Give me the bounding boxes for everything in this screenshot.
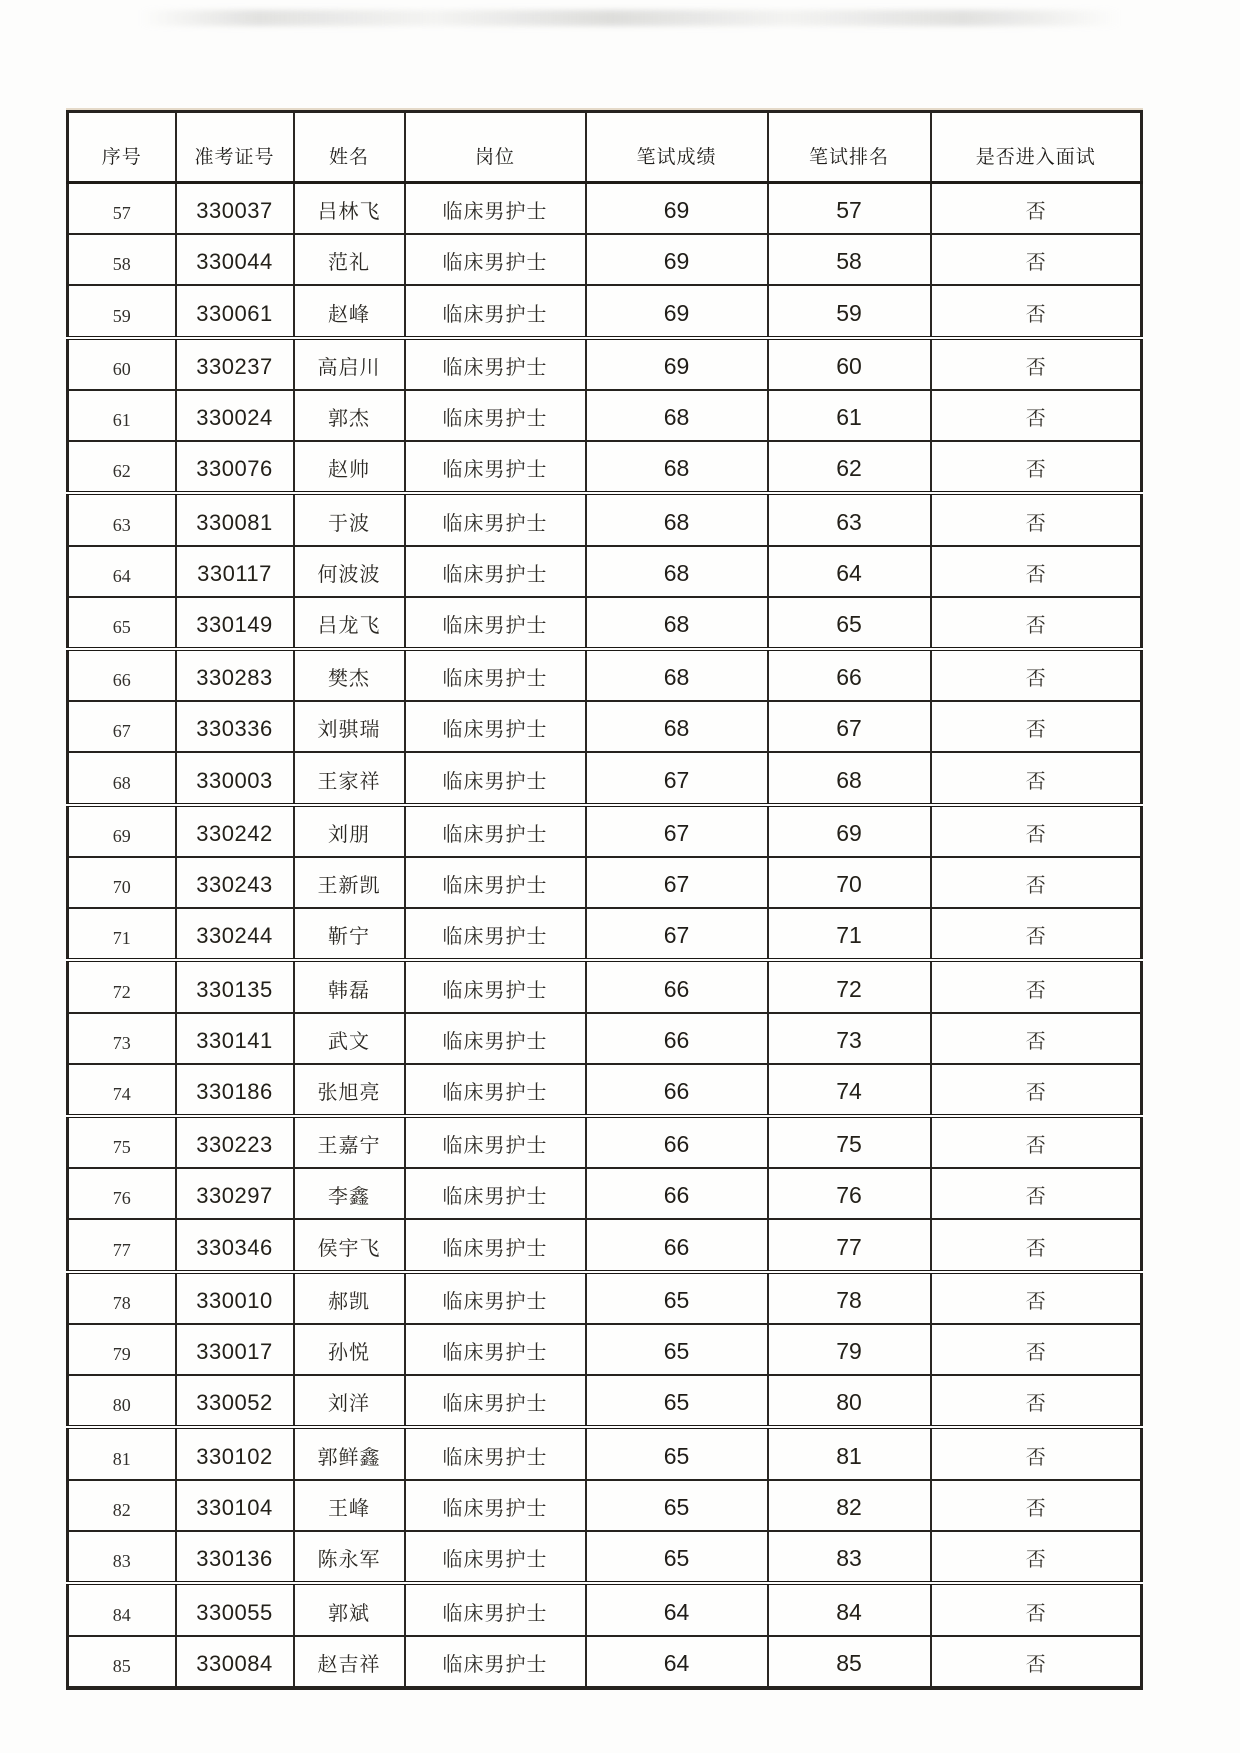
cell-serial: 68 xyxy=(68,752,176,804)
cell-written-score: 66 xyxy=(586,1064,768,1116)
cell-exam-number: 330024 xyxy=(176,390,294,441)
cell-position: 临床男护士 xyxy=(405,1531,586,1583)
cell-written-rank: 60 xyxy=(768,338,931,390)
cell-interview-status: 否 xyxy=(931,285,1142,337)
cell-written-rank: 69 xyxy=(768,805,931,857)
cell-position: 临床男护士 xyxy=(405,908,586,960)
cell-name: 高启川 xyxy=(294,338,405,390)
cell-interview-status: 否 xyxy=(931,1583,1142,1635)
cell-interview-status: 否 xyxy=(931,1013,1142,1064)
cell-position: 临床男护士 xyxy=(405,701,586,752)
cell-written-rank: 62 xyxy=(768,441,931,493)
cell-serial: 76 xyxy=(68,1168,176,1219)
cell-interview-status: 否 xyxy=(931,1636,1142,1688)
cell-written-score: 68 xyxy=(586,441,768,493)
table-row xyxy=(68,441,1142,493)
cell-exam-number: 330346 xyxy=(176,1219,294,1271)
cell-interview-status: 否 xyxy=(931,183,1142,235)
cell-serial: 57 xyxy=(68,183,176,235)
cell-written-rank: 70 xyxy=(768,857,931,908)
cell-exam-number: 330136 xyxy=(176,1531,294,1583)
table-row xyxy=(68,1583,1142,1635)
cell-interview-status: 否 xyxy=(931,908,1142,960)
cell-interview-status: 否 xyxy=(931,1375,1142,1427)
table-row xyxy=(68,597,1142,649)
cell-serial: 81 xyxy=(68,1427,176,1479)
cell-position: 临床男护士 xyxy=(405,857,586,908)
scan-artifact-band xyxy=(140,10,1120,26)
cell-serial: 58 xyxy=(68,234,176,285)
cell-exam-number: 330336 xyxy=(176,701,294,752)
cell-name: 刘骐瑞 xyxy=(294,701,405,752)
cell-position: 临床男护士 xyxy=(405,1272,586,1324)
table-row xyxy=(68,1324,1142,1375)
cell-position: 临床男护士 xyxy=(405,390,586,441)
cell-name: 郭杰 xyxy=(294,390,405,441)
table-row xyxy=(68,1375,1142,1427)
cell-written-score: 68 xyxy=(586,597,768,649)
cell-written-rank: 80 xyxy=(768,1375,931,1427)
table-row xyxy=(68,701,1142,752)
cell-position: 临床男护士 xyxy=(405,1168,586,1219)
cell-position: 临床男护士 xyxy=(405,805,586,857)
cell-position: 临床男护士 xyxy=(405,546,586,597)
cell-name: 王家祥 xyxy=(294,752,405,804)
cell-exam-number: 330017 xyxy=(176,1324,294,1375)
cell-serial: 69 xyxy=(68,805,176,857)
cell-position: 临床男护士 xyxy=(405,1013,586,1064)
cell-serial: 64 xyxy=(68,546,176,597)
cell-written-rank: 64 xyxy=(768,546,931,597)
cell-written-score: 69 xyxy=(586,234,768,285)
cell-interview-status: 否 xyxy=(931,1272,1142,1324)
cell-written-rank: 84 xyxy=(768,1583,931,1635)
cell-serial: 62 xyxy=(68,441,176,493)
cell-serial: 83 xyxy=(68,1531,176,1583)
cell-interview-status: 否 xyxy=(931,1168,1142,1219)
cell-name: 靳宁 xyxy=(294,908,405,960)
cell-name: 赵峰 xyxy=(294,285,405,337)
cell-position: 临床男护士 xyxy=(405,493,586,545)
cell-interview-status: 否 xyxy=(931,546,1142,597)
column-header-position: 岗位 xyxy=(405,112,586,183)
table-row xyxy=(68,1168,1142,1219)
cell-interview-status: 否 xyxy=(931,338,1142,390)
table-row xyxy=(68,960,1142,1012)
cell-position: 临床男护士 xyxy=(405,234,586,285)
table-header xyxy=(68,112,1142,183)
cell-written-score: 69 xyxy=(586,285,768,337)
cell-serial: 63 xyxy=(68,493,176,545)
cell-name: 赵帅 xyxy=(294,441,405,493)
cell-name: 韩磊 xyxy=(294,960,405,1012)
cell-name: 樊杰 xyxy=(294,649,405,701)
table-row xyxy=(68,234,1142,285)
table-row xyxy=(68,1116,1142,1168)
cell-name: 李鑫 xyxy=(294,1168,405,1219)
table-row xyxy=(68,1427,1142,1479)
cell-exam-number: 330010 xyxy=(176,1272,294,1324)
table-row xyxy=(68,546,1142,597)
cell-exam-number: 330044 xyxy=(176,234,294,285)
cell-written-rank: 71 xyxy=(768,908,931,960)
cell-exam-number: 330003 xyxy=(176,752,294,804)
table-row xyxy=(68,1531,1142,1583)
cell-position: 临床男护士 xyxy=(405,1583,586,1635)
table-row xyxy=(68,338,1142,390)
cell-position: 临床男护士 xyxy=(405,1116,586,1168)
table-row xyxy=(68,493,1142,545)
cell-position: 临床男护士 xyxy=(405,1427,586,1479)
cell-position: 临床男护士 xyxy=(405,1480,586,1531)
cell-interview-status: 否 xyxy=(931,390,1142,441)
cell-name: 刘朋 xyxy=(294,805,405,857)
column-header-name: 姓名 xyxy=(294,112,405,183)
cell-position: 临床男护士 xyxy=(405,597,586,649)
cell-interview-status: 否 xyxy=(931,1219,1142,1271)
table-body xyxy=(68,183,1142,1689)
column-header-interview-status: 是否进入面试 xyxy=(931,112,1142,183)
cell-written-rank: 73 xyxy=(768,1013,931,1064)
cell-interview-status: 否 xyxy=(931,1427,1142,1479)
cell-name: 吕龙飞 xyxy=(294,597,405,649)
cell-name: 郭鲜鑫 xyxy=(294,1427,405,1479)
cell-name: 于波 xyxy=(294,493,405,545)
cell-written-rank: 74 xyxy=(768,1064,931,1116)
cell-written-score: 68 xyxy=(586,390,768,441)
cell-position: 临床男护士 xyxy=(405,1219,586,1271)
cell-written-rank: 63 xyxy=(768,493,931,545)
cell-serial: 67 xyxy=(68,701,176,752)
cell-written-score: 66 xyxy=(586,1168,768,1219)
cell-serial: 65 xyxy=(68,597,176,649)
cell-written-score: 65 xyxy=(586,1272,768,1324)
table-row xyxy=(68,1013,1142,1064)
cell-position: 临床男护士 xyxy=(405,1324,586,1375)
cell-interview-status: 否 xyxy=(931,1064,1142,1116)
cell-written-score: 65 xyxy=(586,1427,768,1479)
cell-interview-status: 否 xyxy=(931,1116,1142,1168)
cell-written-score: 65 xyxy=(586,1531,768,1583)
cell-written-rank: 65 xyxy=(768,597,931,649)
cell-exam-number: 330081 xyxy=(176,493,294,545)
cell-name: 范礼 xyxy=(294,234,405,285)
cell-interview-status: 否 xyxy=(931,441,1142,493)
cell-interview-status: 否 xyxy=(931,857,1142,908)
cell-written-rank: 61 xyxy=(768,390,931,441)
cell-interview-status: 否 xyxy=(931,1531,1142,1583)
cell-exam-number: 330283 xyxy=(176,649,294,701)
cell-written-score: 68 xyxy=(586,546,768,597)
cell-written-rank: 68 xyxy=(768,752,931,804)
cell-written-score: 65 xyxy=(586,1324,768,1375)
cell-exam-number: 330061 xyxy=(176,285,294,337)
table-row xyxy=(68,1219,1142,1271)
cell-written-rank: 78 xyxy=(768,1272,931,1324)
cell-name: 武文 xyxy=(294,1013,405,1064)
cell-exam-number: 330117 xyxy=(176,546,294,597)
exam-results-table xyxy=(66,110,1143,1690)
cell-written-score: 67 xyxy=(586,752,768,804)
cell-exam-number: 330242 xyxy=(176,805,294,857)
cell-name: 王新凯 xyxy=(294,857,405,908)
cell-written-rank: 76 xyxy=(768,1168,931,1219)
cell-exam-number: 330055 xyxy=(176,1583,294,1635)
cell-exam-number: 330084 xyxy=(176,1636,294,1688)
table-header-row xyxy=(68,112,1142,183)
cell-position: 临床男护士 xyxy=(405,441,586,493)
cell-exam-number: 330037 xyxy=(176,183,294,235)
cell-written-score: 68 xyxy=(586,649,768,701)
cell-exam-number: 330104 xyxy=(176,1480,294,1531)
table-row xyxy=(68,649,1142,701)
cell-written-rank: 66 xyxy=(768,649,931,701)
cell-position: 临床男护士 xyxy=(405,1064,586,1116)
cell-written-score: 66 xyxy=(586,1013,768,1064)
column-header-serial: 序号 xyxy=(68,112,176,183)
cell-exam-number: 330237 xyxy=(176,338,294,390)
cell-serial: 66 xyxy=(68,649,176,701)
cell-serial: 70 xyxy=(68,857,176,908)
cell-name: 吕林飞 xyxy=(294,183,405,235)
cell-name: 王峰 xyxy=(294,1480,405,1531)
cell-interview-status: 否 xyxy=(931,960,1142,1012)
cell-written-rank: 58 xyxy=(768,234,931,285)
cell-written-score: 67 xyxy=(586,857,768,908)
cell-written-rank: 57 xyxy=(768,183,931,235)
column-header-written-score: 笔试成绩 xyxy=(586,112,768,183)
cell-written-score: 68 xyxy=(586,701,768,752)
cell-exam-number: 330243 xyxy=(176,857,294,908)
cell-serial: 71 xyxy=(68,908,176,960)
cell-exam-number: 330297 xyxy=(176,1168,294,1219)
cell-written-score: 68 xyxy=(586,493,768,545)
cell-name: 刘洋 xyxy=(294,1375,405,1427)
cell-name: 陈永军 xyxy=(294,1531,405,1583)
table-row xyxy=(68,390,1142,441)
cell-written-rank: 85 xyxy=(768,1636,931,1688)
cell-serial: 75 xyxy=(68,1116,176,1168)
table-row xyxy=(68,1064,1142,1116)
cell-exam-number: 330186 xyxy=(176,1064,294,1116)
cell-interview-status: 否 xyxy=(931,493,1142,545)
cell-written-rank: 72 xyxy=(768,960,931,1012)
table-row xyxy=(68,752,1142,804)
cell-written-score: 64 xyxy=(586,1583,768,1635)
cell-position: 临床男护士 xyxy=(405,1636,586,1688)
cell-exam-number: 330141 xyxy=(176,1013,294,1064)
cell-interview-status: 否 xyxy=(931,597,1142,649)
cell-exam-number: 330244 xyxy=(176,908,294,960)
cell-exam-number: 330149 xyxy=(176,597,294,649)
cell-name: 郝凯 xyxy=(294,1272,405,1324)
cell-exam-number: 330052 xyxy=(176,1375,294,1427)
cell-interview-status: 否 xyxy=(931,1324,1142,1375)
cell-position: 临床男护士 xyxy=(405,960,586,1012)
cell-written-rank: 75 xyxy=(768,1116,931,1168)
cell-serial: 59 xyxy=(68,285,176,337)
cell-exam-number: 330076 xyxy=(176,441,294,493)
cell-position: 临床男护士 xyxy=(405,649,586,701)
cell-written-score: 65 xyxy=(586,1480,768,1531)
cell-serial: 84 xyxy=(68,1583,176,1635)
cell-name: 王嘉宁 xyxy=(294,1116,405,1168)
table-row xyxy=(68,1636,1142,1688)
cell-position: 临床男护士 xyxy=(405,752,586,804)
cell-exam-number: 330223 xyxy=(176,1116,294,1168)
cell-position: 临床男护士 xyxy=(405,338,586,390)
cell-serial: 61 xyxy=(68,390,176,441)
cell-interview-status: 否 xyxy=(931,805,1142,857)
cell-name: 张旭亮 xyxy=(294,1064,405,1116)
cell-name: 何波波 xyxy=(294,546,405,597)
cell-written-score: 66 xyxy=(586,960,768,1012)
cell-written-rank: 81 xyxy=(768,1427,931,1479)
table-row xyxy=(68,285,1142,337)
cell-name: 孙悦 xyxy=(294,1324,405,1375)
cell-written-score: 66 xyxy=(586,1219,768,1271)
cell-serial: 72 xyxy=(68,960,176,1012)
cell-position: 临床男护士 xyxy=(405,285,586,337)
column-header-written-rank: 笔试排名 xyxy=(768,112,931,183)
cell-interview-status: 否 xyxy=(931,649,1142,701)
cell-serial: 79 xyxy=(68,1324,176,1375)
cell-serial: 73 xyxy=(68,1013,176,1064)
cell-interview-status: 否 xyxy=(931,1480,1142,1531)
cell-written-rank: 59 xyxy=(768,285,931,337)
cell-position: 临床男护士 xyxy=(405,1375,586,1427)
cell-written-rank: 83 xyxy=(768,1531,931,1583)
cell-interview-status: 否 xyxy=(931,701,1142,752)
cell-exam-number: 330135 xyxy=(176,960,294,1012)
cell-serial: 78 xyxy=(68,1272,176,1324)
cell-serial: 80 xyxy=(68,1375,176,1427)
table-row xyxy=(68,183,1142,235)
cell-written-rank: 82 xyxy=(768,1480,931,1531)
cell-written-rank: 79 xyxy=(768,1324,931,1375)
cell-interview-status: 否 xyxy=(931,752,1142,804)
cell-written-score: 65 xyxy=(586,1375,768,1427)
cell-exam-number: 330102 xyxy=(176,1427,294,1479)
cell-interview-status: 否 xyxy=(931,234,1142,285)
column-header-exam-number: 准考证号 xyxy=(176,112,294,183)
cell-serial: 74 xyxy=(68,1064,176,1116)
table-row xyxy=(68,908,1142,960)
cell-written-score: 69 xyxy=(586,338,768,390)
table-row xyxy=(68,1480,1142,1531)
cell-name: 赵吉祥 xyxy=(294,1636,405,1688)
table-row xyxy=(68,1272,1142,1324)
cell-written-score: 67 xyxy=(586,908,768,960)
table-row xyxy=(68,805,1142,857)
cell-name: 侯宇飞 xyxy=(294,1219,405,1271)
cell-written-score: 64 xyxy=(586,1636,768,1688)
cell-position: 临床男护士 xyxy=(405,183,586,235)
cell-name: 郭斌 xyxy=(294,1583,405,1635)
cell-written-score: 66 xyxy=(586,1116,768,1168)
cell-written-rank: 67 xyxy=(768,701,931,752)
cell-written-score: 69 xyxy=(586,183,768,235)
table-row xyxy=(68,857,1142,908)
cell-serial: 82 xyxy=(68,1480,176,1531)
cell-serial: 60 xyxy=(68,338,176,390)
cell-written-rank: 77 xyxy=(768,1219,931,1271)
cell-serial: 77 xyxy=(68,1219,176,1271)
cell-written-score: 67 xyxy=(586,805,768,857)
cell-serial: 85 xyxy=(68,1636,176,1688)
